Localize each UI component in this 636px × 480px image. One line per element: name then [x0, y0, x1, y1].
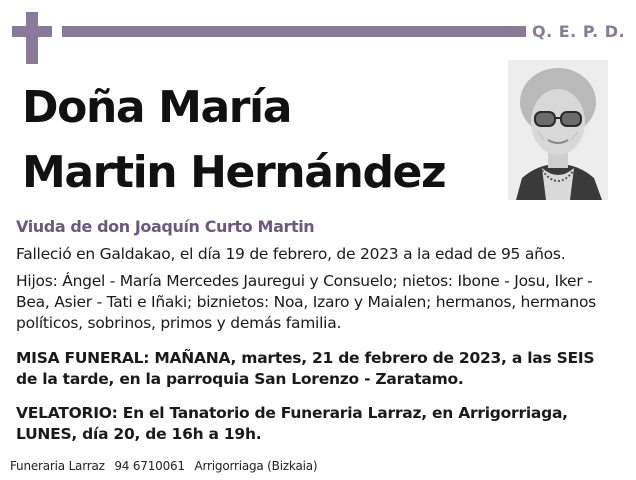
- death-notice: Falleció en Galdakao, el día 19 de febrero, de 2023 a la edad de 95 años.: [16, 245, 566, 263]
- wake-info: VELATORIO: En el Tanatorio de Funeraria Larraz, en Arrigorriaga, LUNES, día 20, de 16h a 19h.: [16, 404, 568, 443]
- footer: [10, 459, 323, 473]
- cross-icon: [26, 12, 38, 64]
- funeral-mass: MISA FUNERAL: MAÑANA, martes, 21 de febrero de 2023, a las SEIS de la tarde, en la parroquia San Lorenzo - Zaratamo.: [16, 349, 595, 388]
- cross-icon-arm: [12, 26, 52, 37]
- funeral-home-location: Arrigorriaga (Bizkaia): [194, 459, 318, 473]
- qepd-label: Q. E. P. D.: [532, 22, 626, 41]
- deceased-name-line2: Martin Hernández: [22, 147, 446, 198]
- family-list: Hijos: Ángel - María Mercedes Jauregui y Consuelo; nietos: Ibone - Josu, Iker - Bea, Asier - Tati e Iñaki; biznietos: Noa, Izaro y Maialen; hermanos, hermanos políticos, sobrinos, primos y demás familia.: [16, 272, 596, 332]
- funeral-home-phone: 94 6710061: [114, 459, 185, 473]
- header-rule: [62, 26, 526, 37]
- portrait-illustration: [508, 60, 608, 200]
- funeral-home-name: Funeraria Larraz: [10, 459, 105, 473]
- portrait-photo: [508, 60, 608, 200]
- widow-line: Viuda de don Joaquín Curto Martin: [16, 217, 315, 236]
- deceased-name-line1: Doña María: [22, 82, 292, 133]
